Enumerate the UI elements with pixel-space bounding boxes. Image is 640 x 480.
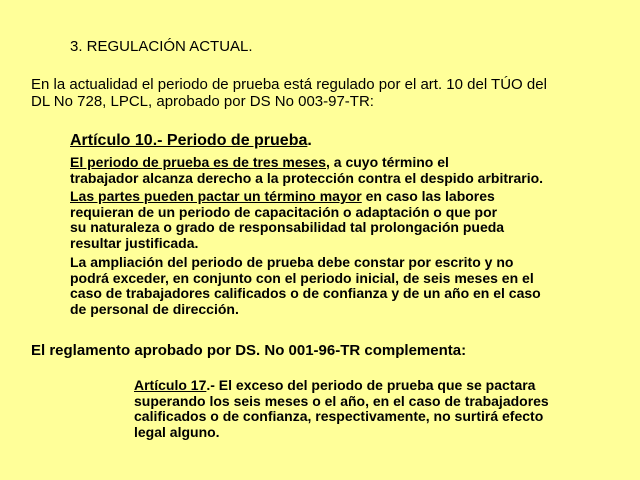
p2-line-2: requieran de un periodo de capacitación o adaptación o que por — [70, 203, 498, 220]
intro-line-2: DL No 728, LPCL, aprobado por DS No 003-97-TR: — [31, 92, 374, 110]
p1-line-2: trabajador alcanza derecho a la protección contra el despido arbitrario. — [70, 169, 544, 186]
p2-rest: en caso las labores — [361, 188, 495, 204]
p2-line-4: resultar justificada. — [70, 234, 199, 251]
p1-line-1 — [70, 155, 630, 171]
art17-line-1 — [134, 378, 624, 394]
article-10-title-suffix: . — [307, 132, 312, 149]
intro-line-1: En la actualidad el periodo de prueba está regulado por el art. 10 del TÚO del — [31, 76, 547, 93]
article-17-paragraph — [134, 378, 624, 440]
p1-rest: , a cuyo término el — [326, 154, 449, 170]
art17-line-2: superando los seis meses o el año, en el caso de trabajadores — [134, 392, 549, 409]
article-10-paragraph-1 — [70, 155, 630, 186]
p3-line-1: La ampliación del periodo de prueba debe constar por escrito y no — [70, 254, 514, 270]
article-10-paragraph-2 — [70, 189, 630, 251]
article-17-title: Artículo 17 — [134, 377, 207, 393]
closing-statement: El reglamento aprobado por DS. No 001-96-TR complementa: — [31, 342, 467, 359]
p1-underlined: El periodo de prueba es de tres meses — [70, 154, 326, 170]
p2-line-1 — [70, 189, 630, 205]
p3-line-4: de personal de dirección. — [70, 300, 239, 317]
art17-line-4: legal alguno. — [134, 423, 220, 440]
art17-line-3: calificados o de confianza, respectivamente, no surtirá efecto — [134, 408, 544, 424]
article-10-title — [70, 132, 312, 150]
art17-line-1-rest: .- El exceso del periodo de prueba que se pactara — [206, 377, 536, 393]
p3-line-3: caso de trabajadores calificados o de confianza y de un año en el caso — [70, 285, 541, 301]
p3-line-2: podrá exceder, en conjunto con el periodo inicial, de seis meses en el — [70, 269, 534, 286]
p2-underlined: Las partes pueden pactar un término mayor — [70, 188, 362, 204]
intro-paragraph — [31, 77, 631, 110]
section-heading: 3. REGULACIÓN ACTUAL. — [70, 38, 253, 55]
article-10-paragraph-3 — [70, 255, 630, 317]
p2-line-3: su naturaleza o grado de responsabilidad tal prolongación pueda — [70, 219, 505, 235]
article-10-title-text: Artículo 10.- Periodo de prueba — [70, 132, 308, 149]
